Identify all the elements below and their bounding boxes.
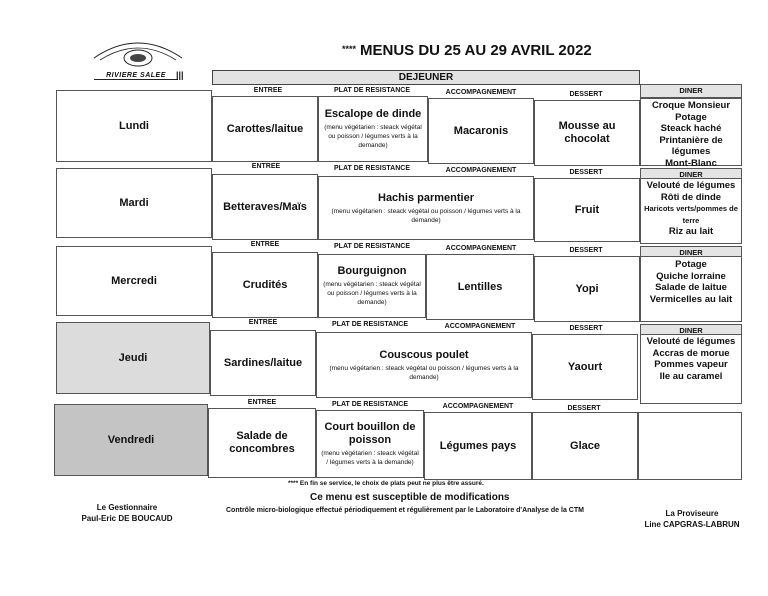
cell-dessert: Glace: [532, 412, 638, 480]
col-header-dessert: DESSERT: [569, 91, 603, 98]
title-stars: ****: [342, 44, 357, 54]
cell-dessert: Yaourt: [532, 334, 638, 400]
col-header-accompagnement: ACCOMPAGNEMENT: [445, 245, 517, 252]
signature-role: La Proviseure: [665, 509, 719, 518]
cell-plat: Bourguignon (menu végétarien : steack végétal ou poisson / légumes verts à la demande): [318, 254, 426, 318]
col-header-dessert: DESSERT: [569, 169, 603, 176]
col-header-accompagnement: ACCOMPAGNEMENT: [442, 403, 514, 410]
signature-name: Paul-Eric DE BOUCAUD: [81, 514, 173, 523]
col-header-diner: DINER: [640, 84, 742, 98]
cell-entree: Betteraves/Maïs: [212, 174, 318, 240]
cell-plat: Court bouillon de poisson (menu végétarien : steack végétal / légumes verts à la demande): [316, 410, 424, 478]
col-header-plat: PLAT DE RESISTANCE: [334, 87, 410, 94]
day-label: Lundi: [119, 120, 149, 132]
col-header-plat: PLAT DE RESISTANCE: [332, 401, 408, 408]
cell-accompagnement: Macaronis: [428, 98, 534, 164]
diner-box-lundi: Croque Monsieur Potage Steack haché Printanière de légumes Mont-Blanc: [640, 98, 742, 166]
logo-bars: |||: [176, 70, 184, 80]
cell-dessert: Fruit: [534, 178, 640, 242]
vegetarian-note: (menu végétarien : steack végétal ou poisson / légumes verts à la demande): [323, 281, 421, 306]
school-logo: [86, 34, 190, 86]
title-text: MENUS DU 25 AU 29 AVRIL 2022: [360, 42, 592, 59]
day-box-lundi: [56, 90, 212, 162]
col-header-plat: PLAT DE RESISTANCE: [334, 243, 410, 250]
cell-entree: Salade de concombres: [208, 408, 316, 478]
col-header-diner: DINER: [640, 168, 742, 179]
col-header-dessert: DESSERT: [567, 405, 601, 412]
cell-entree: Sardines/laitue: [210, 330, 316, 396]
col-header-dessert: DESSERT: [569, 325, 603, 332]
service-footnote: **** En fin se service, le choix de plats peut ne plus être assuré.: [288, 480, 484, 487]
day-box-mercredi: [56, 246, 212, 316]
col-header-accompagnement: ACCOMPAGNEMENT: [445, 167, 517, 174]
vegetarian-note: (menu végétarien : steack végétal ou poisson / légumes verts à la demande): [324, 124, 422, 149]
modification-notice: Ce menu est susceptible de modifications: [310, 492, 510, 503]
diner-box-mardi: Velouté de légumes Rôti de dinde Haricots verts/pommes de terre Riz au lait: [640, 178, 742, 244]
col-header-entree: ENTREE: [253, 87, 283, 94]
col-header-entree: ENTREE: [251, 163, 281, 170]
cell-accompagnement: Légumes pays: [424, 412, 532, 480]
day-label: Mardi: [119, 197, 149, 209]
cell-plat: Escalope de dinde (menu végétarien : steack végétal ou poisson / légumes verts à la demande): [318, 96, 428, 162]
lunch-band: DEJEUNER: [212, 70, 640, 85]
cell-plat-wide: Hachis parmentier (menu végétarien : steack végétal ou poisson / légumes verts à la demande): [318, 176, 534, 240]
cell-entree: Crudités: [212, 252, 318, 318]
col-header-plat: PLAT DE RESISTANCE: [332, 321, 408, 328]
cell-plat-wide: Couscous poulet (menu végétarien : steack végétal ou poisson / légumes verts à la demande): [316, 332, 532, 398]
col-header-plat: PLAT DE RESISTANCE: [334, 165, 410, 172]
page-title: [342, 42, 642, 59]
col-header-dessert: DESSERT: [569, 247, 603, 254]
vegetarian-note: (menu végétarien : steack végétal ou poisson / légumes verts à la demande): [331, 207, 521, 224]
col-header-accompagnement: ACCOMPAGNEMENT: [445, 89, 517, 96]
diner-box-jeudi: Velouté de légumes Accras de morue Pommes vapeur Ile au caramel: [640, 334, 742, 404]
day-label: Vendredi: [107, 434, 155, 446]
signature-name: Line CAPGRAS-LABRUN: [644, 520, 740, 529]
diner-box-mercredi: Potage Quiche lorraine Salade de laitue Vermicelles au lait: [640, 256, 742, 322]
day-label: Jeudi: [118, 352, 148, 364]
col-header-entree: ENTREE: [250, 241, 280, 248]
vegetarian-note: (menu végétarien : steack végétal / légumes verts à la demande): [321, 450, 419, 466]
vegetarian-note: (menu végétarien : steack végétal ou poisson / légumes verts à la demande): [329, 364, 519, 381]
day-box-jeudi: [56, 322, 210, 394]
col-header-diner: DINER: [640, 246, 742, 257]
col-header-diner: DINER: [640, 324, 742, 335]
lab-control-note: Contrôle micro-biologique effectué périodiquement et régulièrement par le Laboratoire d'Analyse de la CTM: [226, 507, 584, 514]
day-box-vendredi: [54, 404, 208, 476]
cell-dessert: Mousse au chocolat: [534, 100, 640, 166]
col-header-accompagnement: ACCOMPAGNEMENT: [444, 323, 516, 330]
logo-emblem-icon: [86, 34, 190, 74]
cell-dessert: Yopi: [534, 256, 640, 322]
logo-text: RIVIERE SALEE: [94, 72, 178, 80]
signature-role: Le Gestionnaire: [96, 503, 158, 512]
cell-accompagnement: Lentilles: [426, 254, 534, 320]
signature-proviseure: [632, 508, 752, 530]
signature-gestionnaire: [72, 502, 182, 524]
diner-box-vendredi: [638, 412, 742, 480]
day-box-mardi: [56, 168, 212, 238]
col-header-entree: ENTREE: [248, 319, 278, 326]
col-header-entree: ENTREE: [247, 399, 277, 406]
day-label: Mercredi: [111, 275, 157, 287]
cell-entree: Carottes/laitue: [212, 96, 318, 162]
